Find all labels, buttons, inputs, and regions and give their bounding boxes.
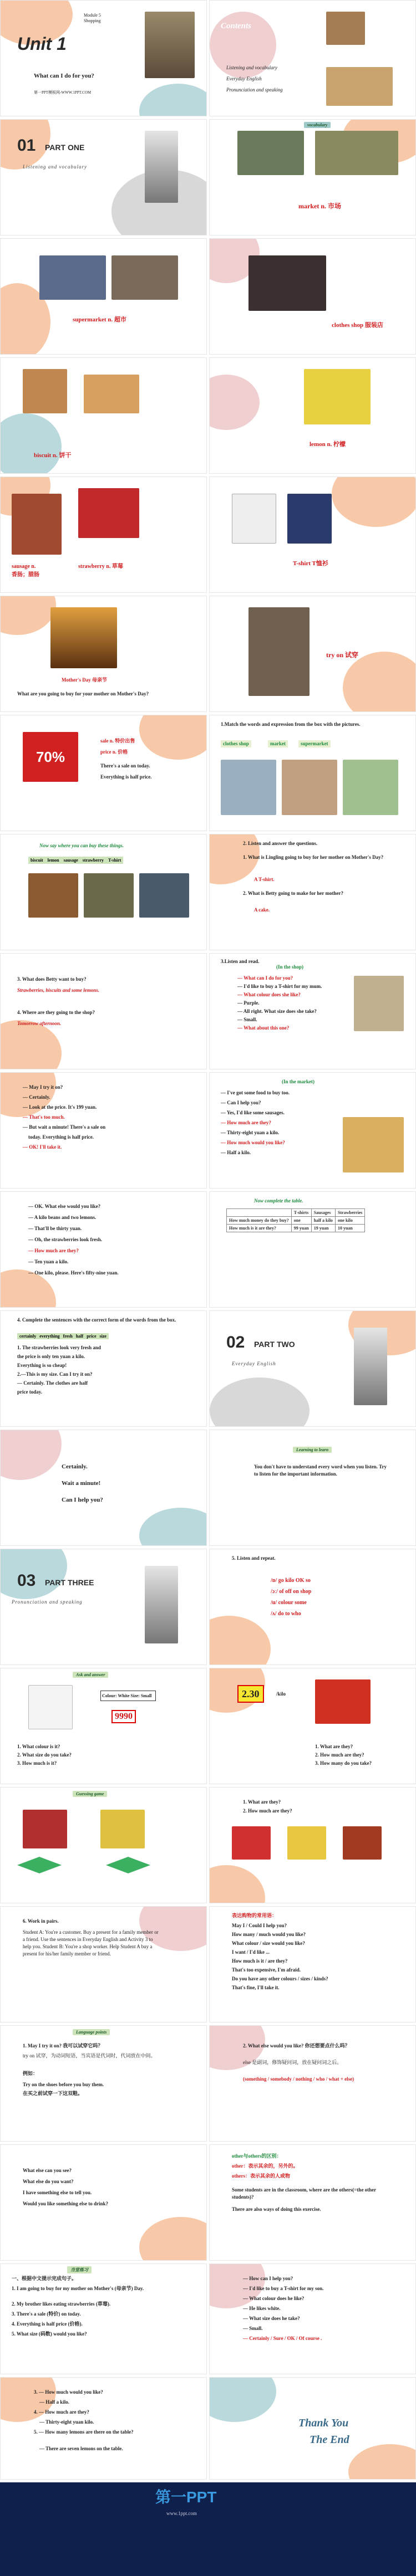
ex-line: — How can I help you? bbox=[243, 2276, 293, 2281]
word-box bbox=[28, 857, 123, 864]
slide-what-else bbox=[0, 2144, 207, 2261]
slide-try-on bbox=[209, 596, 416, 712]
complete-line: Everything is so cheap! bbox=[17, 1363, 67, 1368]
lp2-line: else 是副词，修饰疑问词，放在疑问词之后。 bbox=[243, 2060, 342, 2065]
ask-question: 1. What colour is it? bbox=[17, 1744, 60, 1749]
lemon-image bbox=[304, 369, 371, 424]
box-word: half bbox=[75, 1334, 84, 1339]
ask-question: 1. What are they? bbox=[315, 1744, 353, 1749]
shop-place: (In the shop) bbox=[276, 964, 304, 970]
shop-image-1 bbox=[28, 873, 78, 918]
shop-line: — I'd like to buy a T-shirt for my mum. bbox=[237, 984, 322, 989]
biscuit-image bbox=[23, 369, 67, 413]
dlg-line: — Can I help you? bbox=[221, 1100, 261, 1105]
ex-line: — Half a kilo. bbox=[39, 2399, 70, 2405]
table-header: T-shirts bbox=[291, 1209, 311, 1217]
slide-sausage bbox=[0, 477, 207, 593]
shop-line: — What can I do for you? bbox=[237, 975, 293, 981]
footer-banner bbox=[0, 2482, 416, 2576]
slide-complete bbox=[0, 1310, 207, 1427]
contents-item-3: Pronunciation and speaking bbox=[226, 87, 283, 93]
match-word-3: supermarket bbox=[298, 740, 331, 747]
guess-fruit-1 bbox=[232, 1826, 271, 1860]
part-sub: Listening and vocabulary bbox=[23, 164, 87, 170]
table-cell: 99 yuan bbox=[291, 1225, 311, 1232]
slide-guessing bbox=[0, 1787, 207, 1903]
ex-line: 5. — How many lemons are there on the table? bbox=[34, 2429, 134, 2435]
ex-line: 3. — How much would you like? bbox=[34, 2389, 103, 2395]
ex-line: — What colour does he like? bbox=[243, 2296, 305, 2301]
part-sub: Pronunciation and speaking bbox=[12, 1599, 83, 1605]
repeat-row: /u/ colour some bbox=[271, 1600, 307, 1606]
dlg-line: — I've got some food to buy too. bbox=[221, 1090, 290, 1095]
complete-table bbox=[226, 1208, 365, 1232]
star-badge-2 bbox=[106, 1857, 150, 1873]
learning-text: You don't have to understand every word when you listen. Try to listen for the important information. bbox=[254, 1464, 387, 1477]
dlg-line: — Ten yuan a kilo. bbox=[28, 1259, 69, 1264]
ex-line: 5. What size (码数) would you like? bbox=[12, 2331, 87, 2337]
complete-line: — Certainly. The clothes are half bbox=[17, 1380, 88, 1386]
phrase-wait: Wait a minute! bbox=[62, 1480, 101, 1487]
guess-fruit-3 bbox=[343, 1826, 382, 1860]
dlg-line: — Thirty-eight yuan a kilo. bbox=[221, 1130, 280, 1135]
guess-fruit-2 bbox=[287, 1826, 326, 1860]
slide-table bbox=[209, 1191, 416, 1308]
slide-clothes-shop bbox=[209, 238, 416, 355]
slide-language-points-2 bbox=[209, 2025, 416, 2142]
basket-image bbox=[326, 12, 365, 45]
lp2-line: (something / somebody / nothing / who / what + else) bbox=[243, 2076, 354, 2082]
shop-line: — All right. What size does she take? bbox=[237, 1008, 317, 1014]
contents-item-2: Everyday English bbox=[226, 76, 262, 81]
other-line: other：表示其余的，另外的。 bbox=[232, 2163, 298, 2169]
dlg-line: — That's too much. bbox=[23, 1114, 65, 1120]
complete-title: 4. Complete the sentences with the correct form of the words from the box. bbox=[17, 1317, 176, 1323]
ask-question: 3. How much is it? bbox=[17, 1760, 57, 1766]
lp-line: 1. May I try it on? 我可以试穿它吗？ bbox=[23, 2043, 103, 2048]
listen-q2: 2. What is Betty going to make for her mother? bbox=[243, 890, 343, 896]
lp-example: 在买之前试穿一下这双鞋。 bbox=[23, 2091, 83, 2096]
part-label: PART THREE bbox=[45, 1578, 94, 1587]
ex-line: — Thirty-eight yuan kilo. bbox=[39, 2419, 94, 2425]
strawberry-image bbox=[78, 488, 139, 538]
word-market: market n. 市场 bbox=[298, 202, 341, 210]
learning-tag: Learning to learn bbox=[293, 1447, 332, 1453]
try-on-image bbox=[248, 607, 310, 696]
slide-match bbox=[209, 715, 416, 831]
slide-dialogue-2 bbox=[209, 1072, 416, 1189]
market-place: (In the market) bbox=[282, 1079, 314, 1084]
what-line: What else can you see? bbox=[23, 2168, 72, 2173]
slide-part-one bbox=[0, 119, 207, 235]
slide-learning bbox=[209, 1430, 416, 1546]
flower-image bbox=[145, 1566, 178, 1643]
box-word: lemon bbox=[47, 858, 59, 863]
useful-line: That's fine, I'll take it. bbox=[232, 1985, 280, 1990]
biscuit-image-2 bbox=[84, 375, 139, 413]
guess-question: 2. How much are they? bbox=[243, 1808, 292, 1814]
repeat-title: 5. Listen and repeat. bbox=[232, 1555, 276, 1561]
dlg-line: — How much would you like? bbox=[221, 1140, 285, 1145]
shop-line: — What colour does she like? bbox=[237, 992, 301, 997]
sausage-image bbox=[12, 494, 62, 555]
ex-title: 一、根据中文提示完成句子。 bbox=[12, 2276, 77, 2281]
price-unit: /kilo bbox=[276, 1691, 286, 1697]
slide-lemon bbox=[209, 357, 416, 474]
match-title: 1.Match the words and expression from the box with the pictures. bbox=[221, 721, 361, 727]
part-num: 01 bbox=[17, 136, 36, 155]
dlg-line: — Oh, the strawberries look fresh. bbox=[28, 1237, 103, 1242]
ask-question: 3. How many do you take? bbox=[315, 1760, 372, 1766]
box-word: size bbox=[99, 1334, 106, 1339]
ex-tag: 当堂练习 bbox=[67, 2266, 92, 2273]
dlg-line: — Yes, I'd like some sausages. bbox=[221, 1110, 285, 1115]
now-say-title: Now say where you can buy these things. bbox=[39, 843, 124, 848]
slide-dialogue-1 bbox=[0, 1072, 207, 1189]
vocab-tag: vocabulary bbox=[304, 122, 331, 128]
word-try-on: try on 试穿 bbox=[326, 651, 358, 659]
q4-answer: Tomorrow afternoon. bbox=[17, 1021, 62, 1026]
slide-everyday bbox=[0, 1430, 207, 1546]
ex-line: — What size does he take? bbox=[243, 2316, 300, 2321]
word-strawberry: strawberry n. 草莓 bbox=[78, 564, 123, 570]
ex-line: 3. There's a sale (特价) on today. bbox=[12, 2311, 81, 2317]
other-title: other与others的区别： bbox=[232, 2153, 282, 2159]
word-price: price n. 价格 bbox=[100, 749, 128, 755]
supermarket-image bbox=[39, 255, 106, 300]
market-illustration bbox=[343, 1117, 404, 1172]
q3-answer: Strawberries, biscuits and some lemons. bbox=[17, 987, 100, 993]
useful-line: May I / Could I help you? bbox=[232, 1923, 287, 1928]
dlg-line: — May I try it on? bbox=[23, 1084, 63, 1090]
supermarket-image-2 bbox=[111, 255, 178, 300]
table-header: Strawberries bbox=[335, 1209, 364, 1217]
slide-thank-you bbox=[209, 2377, 416, 2480]
lp-line: try on 试穿，为动词短语，当宾语是代词时，代词放在中间。 bbox=[23, 2053, 156, 2058]
slide-supermarket bbox=[0, 238, 207, 355]
other-line: others：表示其余的人或物 bbox=[232, 2173, 290, 2179]
sale-image: 70% bbox=[23, 732, 78, 782]
dlg-line: — Certainly. bbox=[23, 1094, 50, 1100]
slide-exercise-1 bbox=[0, 2263, 207, 2374]
table-cell: How much money do they buy? bbox=[227, 1217, 292, 1225]
contents-heading: Contents bbox=[221, 22, 252, 30]
shop-illustration bbox=[354, 976, 404, 1031]
useful-line: That's too expensive, I'm afraid. bbox=[232, 1967, 301, 1973]
mothers-day-image bbox=[50, 607, 117, 668]
dlg-line: today. Everything is half price. bbox=[28, 1134, 94, 1140]
table-cell: 19 yuan bbox=[311, 1225, 335, 1232]
match-word-1: clothes shop bbox=[221, 740, 251, 747]
ask-question: 2. What size do you take? bbox=[17, 1752, 72, 1758]
box-word: sausage bbox=[63, 858, 78, 863]
price-tag: 9990 bbox=[111, 1710, 136, 1723]
guess-image-2 bbox=[100, 1810, 145, 1848]
ex-line: — Small. bbox=[243, 2326, 263, 2331]
part-label: PART TWO bbox=[254, 1340, 295, 1349]
listen-a2: A cake. bbox=[254, 907, 270, 913]
dlg-line: — OK! I'll take it. bbox=[23, 1144, 62, 1150]
guess-tag: Guessing game bbox=[73, 1791, 107, 1797]
phrase-certainly: Certainly. bbox=[62, 1463, 88, 1470]
word-tshirt: T-shirt T恤衫 bbox=[293, 560, 328, 567]
flower-image bbox=[354, 1328, 387, 1405]
word-mothers-day: Mother's Day 母亲节 bbox=[62, 677, 107, 683]
shop-line: — Small. bbox=[237, 1017, 257, 1022]
useful-line: I want / I'd like ... bbox=[232, 1949, 270, 1955]
ex-line: — I'd like to buy a T-shirt for my son. bbox=[243, 2286, 324, 2291]
slide-biscuit bbox=[0, 357, 207, 474]
word-clothes: clothes shop 服装店 bbox=[332, 322, 383, 329]
ask-tag: Ask and answer bbox=[73, 1672, 108, 1678]
part-num: 03 bbox=[17, 1571, 36, 1590]
ask-question: 2. How much are they? bbox=[315, 1752, 364, 1758]
what-line: Would you like something else to drink? bbox=[23, 2201, 109, 2206]
tshirt-image bbox=[28, 1685, 73, 1729]
shop-image-3 bbox=[139, 873, 189, 918]
slide-dialogue-3 bbox=[0, 1191, 207, 1308]
complete-line: 1. The strawberries look very fresh and bbox=[17, 1345, 101, 1350]
match-picture-c bbox=[343, 760, 398, 815]
slide-listen-answer bbox=[209, 834, 416, 950]
slide-other-others bbox=[209, 2144, 416, 2261]
ex-line: — There are seven lemons on the table. bbox=[39, 2446, 123, 2451]
listen-title: 2. Listen and answer the questions. bbox=[243, 841, 318, 846]
slide-exercise-2 bbox=[209, 2263, 416, 2374]
slide-part-two bbox=[209, 1310, 416, 1427]
star-badge-1 bbox=[17, 1857, 62, 1873]
slide-ask-answer-2 bbox=[209, 1668, 416, 1784]
size-tag: Colour: White Size: Small bbox=[100, 1691, 156, 1701]
table-cell: 10 yuan bbox=[335, 1225, 364, 1232]
guess-image-1 bbox=[23, 1810, 67, 1848]
dlg-line: — OK. What else would you like? bbox=[28, 1204, 101, 1209]
slide-now-say bbox=[0, 834, 207, 950]
slide-cover bbox=[0, 0, 207, 116]
complete-line: 2.—This is my size. Can I try it on? bbox=[17, 1371, 93, 1377]
topic: Shopping bbox=[84, 18, 101, 23]
slide-in-shop bbox=[209, 953, 416, 1069]
table-header bbox=[227, 1209, 292, 1217]
useful-title: 表达购物的常用语： bbox=[232, 1913, 277, 1918]
useful-line: Do you have any other colours / sizes / kinds? bbox=[232, 1976, 328, 1981]
word-biscuit: biscuit n. 饼干 bbox=[34, 452, 72, 459]
slide-useful bbox=[209, 1906, 416, 2022]
thank-you: Thank You bbox=[298, 2417, 349, 2429]
box-word: fresh bbox=[63, 1334, 73, 1339]
table-cell: How much is it are they? bbox=[227, 1225, 292, 1232]
sale-sentence-2: Everything is half price. bbox=[100, 774, 152, 780]
dlg-line: — How much are they? bbox=[221, 1120, 271, 1125]
slide-ask-answer bbox=[0, 1668, 207, 1784]
table-title: Now complete the table. bbox=[254, 1198, 303, 1204]
useful-line: How many / much would you like? bbox=[232, 1932, 306, 1937]
market-image bbox=[237, 131, 304, 175]
guess-question: 1. What are they? bbox=[243, 1799, 281, 1805]
tomato-image bbox=[315, 1679, 371, 1724]
q3-question: 3. What does Betty want to buy? bbox=[17, 976, 87, 982]
word-sale: sale n. 特价出售 bbox=[100, 738, 135, 744]
ex-line: 4. Everything is half price (价格). bbox=[12, 2321, 83, 2327]
ex-line: — Certainly / Sure / OK / Of course . bbox=[243, 2336, 322, 2341]
dlg-line: — Half a kilo. bbox=[221, 1150, 251, 1155]
dlg-line: — But wait a minute! There's a sale on bbox=[23, 1124, 106, 1130]
slide-contents bbox=[209, 0, 416, 116]
market-image-2 bbox=[315, 131, 398, 175]
word-sausage-cn: 香肠；腊肠 bbox=[12, 572, 39, 578]
work-title: 6. Work in pairs. bbox=[23, 1918, 59, 1924]
word-sausage: sausage n. bbox=[12, 564, 36, 570]
listen-q1: 1. What is Lingling going to buy for her mother on Mother's Day? bbox=[243, 854, 384, 860]
word-supermarket: supermarket n. 超市 bbox=[73, 316, 126, 323]
flower-image bbox=[145, 131, 178, 203]
what-line: What else do you want? bbox=[23, 2179, 74, 2184]
match-word-2: market bbox=[268, 740, 288, 747]
slide-part-three bbox=[0, 1549, 207, 1665]
ex-line: 2. My brother likes eating strawberries (草莓). bbox=[12, 2301, 111, 2307]
box-word: everything bbox=[39, 1334, 60, 1339]
slide-language-points bbox=[0, 2025, 207, 2142]
slide-listen-repeat bbox=[209, 1549, 416, 1665]
shop-image-2 bbox=[84, 873, 134, 918]
table-cell: half a kilo bbox=[311, 1217, 335, 1225]
shop-line: — What about this one? bbox=[237, 1025, 290, 1031]
ex-line: 1. I am going to buy for my mother on Mother's (母亲节) Day. bbox=[12, 2286, 144, 2291]
table-cell: one kilo bbox=[335, 1217, 364, 1225]
part-sub: Everyday English bbox=[232, 1361, 276, 1366]
slide-market bbox=[209, 119, 416, 235]
complete-line: price today. bbox=[17, 1389, 42, 1395]
slide-work-pairs bbox=[0, 1906, 207, 2022]
slide-exercise-3 bbox=[0, 2377, 207, 2480]
slide-mothers-day bbox=[0, 596, 207, 712]
slide-guessing-2 bbox=[209, 1787, 416, 1903]
repeat-row: /ʌ/ do to who bbox=[271, 1611, 301, 1617]
mothers-question: What are you going to buy for your mother on Mother's Day? bbox=[17, 691, 149, 697]
what-line: I have something else to tell you. bbox=[23, 2190, 92, 2195]
lp-tag: Language points bbox=[73, 2029, 110, 2035]
slide-tshirt bbox=[209, 477, 416, 593]
table-cell: one bbox=[291, 1217, 311, 1225]
match-picture-b bbox=[282, 760, 337, 815]
useful-line: How much is it / are they? bbox=[232, 1958, 288, 1964]
footer-logo: 第一PPT bbox=[155, 2488, 217, 2506]
the-end: The End bbox=[310, 2434, 349, 2446]
footer-site[interactable]: www.1ppt.com bbox=[166, 2511, 197, 2516]
shop-line: — Purple. bbox=[237, 1000, 260, 1006]
price-tag: 2.30 bbox=[237, 1685, 264, 1703]
box-word: T-shirt bbox=[108, 858, 121, 863]
other-line: There are also ways of doing this exercise. bbox=[232, 2206, 321, 2212]
dlg-line: — Look at the price. It's 199 yuan. bbox=[23, 1104, 97, 1110]
q4-question: 4. Where are they going to the shop? bbox=[17, 1010, 95, 1015]
word-box bbox=[17, 1333, 109, 1339]
complete-line: the price is only ten yuan a kilo. bbox=[17, 1354, 85, 1359]
box-word: certainly bbox=[19, 1334, 37, 1339]
contents-item-1: Listening and vocabulary bbox=[226, 65, 277, 70]
clothes-shop-image bbox=[248, 255, 326, 311]
lp-example: Try on the shoes before you buy them. bbox=[23, 2082, 104, 2087]
lp-example-label: 例如： bbox=[23, 2071, 38, 2076]
cover-title: Unit 1 bbox=[17, 34, 67, 54]
part-label: PART ONE bbox=[45, 143, 85, 152]
dlg-line: — A kilo beans and two lemons. bbox=[28, 1215, 97, 1220]
tshirt-image bbox=[232, 494, 276, 544]
listen-a1: A T-shirt. bbox=[254, 877, 275, 882]
ex-line: 4. — How much are they? bbox=[34, 2409, 89, 2415]
cover-question: What can I do for you? bbox=[34, 73, 94, 79]
slide-q3 bbox=[0, 953, 207, 1069]
lp2-line: 2. What else would you like? 你还想要点什么吗？ bbox=[243, 2043, 350, 2048]
dlg-line: — One kilo, please. Here's fifty-nine yuan. bbox=[28, 1270, 119, 1276]
sale-sentence-1: There's a sale on today. bbox=[100, 763, 150, 769]
box-word: biscuit bbox=[31, 858, 43, 863]
module: Module 5 bbox=[84, 13, 101, 18]
cover-site: 第一PPT模板网-WWW.1PPT.COM bbox=[34, 90, 92, 95]
table-header: Sausages bbox=[311, 1209, 335, 1217]
part-num: 02 bbox=[226, 1333, 245, 1351]
box-word: strawberry bbox=[82, 858, 104, 863]
shop-title: 3.Listen and read. bbox=[221, 959, 260, 964]
dlg-line: — That'll be thirty yuan. bbox=[28, 1226, 82, 1231]
useful-line: What colour / size would you like? bbox=[232, 1940, 305, 1946]
box-word: price bbox=[87, 1334, 97, 1339]
ex-line: — He likes white. bbox=[243, 2306, 281, 2311]
repeat-row: /ɔː/ of off on shop bbox=[271, 1589, 312, 1595]
work-text: Student A: You're a customer. Buy a present for a family member or a friend. Use the sentences in Everyday English and Activity 3 to help you. Student B: You're a shop worker. Help Student A buy a present for his/her family member or friend. bbox=[23, 1929, 159, 1957]
bread-image bbox=[326, 67, 393, 106]
slide-sale bbox=[0, 715, 207, 831]
flower-image bbox=[145, 12, 195, 78]
match-picture-a bbox=[221, 760, 276, 815]
dlg-line: — How much are they? bbox=[28, 1248, 79, 1253]
tshirt-image-2 bbox=[287, 494, 332, 544]
other-line: Some students are in the classroom, where are the others(=the other students)? bbox=[232, 2187, 377, 2200]
repeat-row: /ɒ/ go kilo OK so bbox=[271, 1578, 311, 1584]
phrase-help: Can I help you? bbox=[62, 1497, 103, 1503]
word-lemon: lemon n. 柠檬 bbox=[310, 441, 346, 448]
